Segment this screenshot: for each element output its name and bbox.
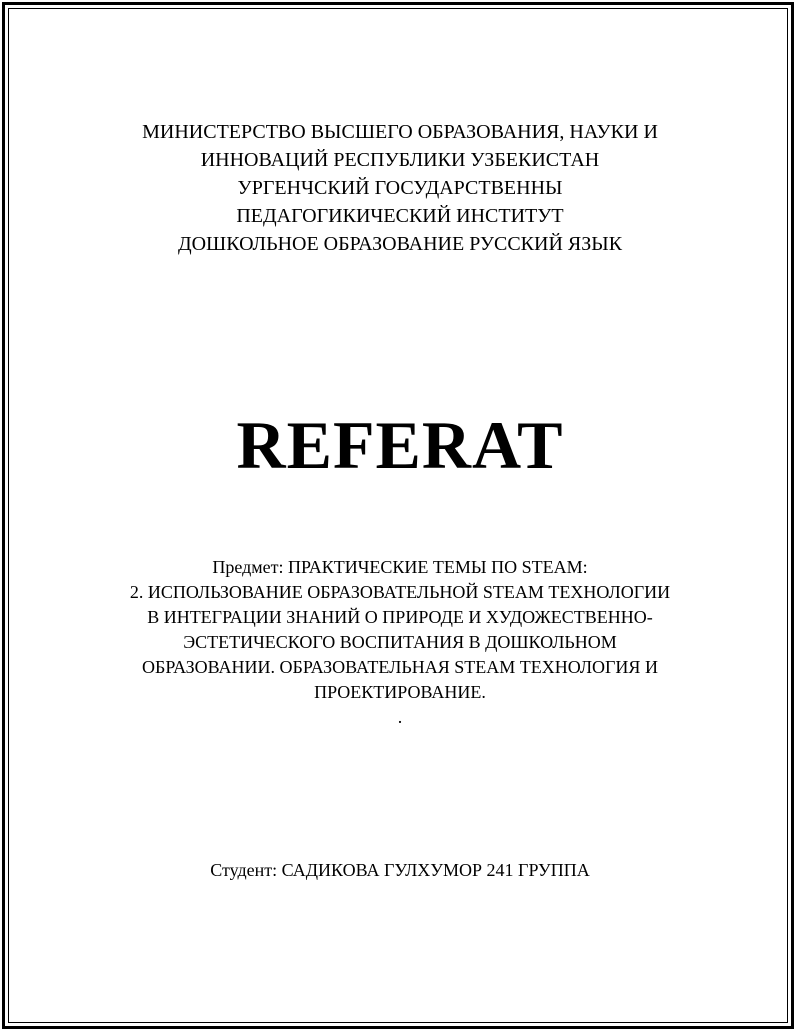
header-line: ПЕДАГОГИКИЧЕСКИЙ ИНСТИТУТ <box>236 205 564 227</box>
institution-header <box>0 118 800 258</box>
header-line: УРГЕНЧСКИЙ ГОСУДАРСТВЕННЫ <box>237 177 563 199</box>
subject-line: В ИНТЕГРАЦИИ ЗНАНИЙ О ПРИРОДЕ И ХУДОЖЕСТВЕННО- <box>147 607 653 627</box>
subject-block <box>0 555 800 730</box>
subject-line: Предмет: ПРАКТИЧЕСКИЕ ТЕМЫ ПО STEAM: <box>212 557 588 577</box>
header-line: ИННОВАЦИЙ РЕСПУБЛИКИ УЗБЕКИСТАН <box>200 149 600 171</box>
header-line: МИНИСТЕРСТВО ВЫСШЕГО ОБРАЗОВАНИЯ, НАУКИ И <box>142 121 658 143</box>
subject-line: ПРОЕКТИРОВАНИЕ. <box>314 682 486 702</box>
subject-line: ЭСТЕТИЧЕСКОГО ВОСПИТАНИЯ В ДОШКОЛЬНОМ <box>183 632 617 652</box>
student-name: Студент: САДИКОВА ГУЛХУМОР 241 ГРУППА <box>210 860 590 880</box>
subject-line: . <box>397 707 403 727</box>
subject-line: ОБРАЗОВАНИИ. ОБРАЗОВАТЕЛЬНАЯ STEAM ТЕХНОЛОГИЯ И <box>142 657 658 677</box>
subject-line: 2. ИСПОЛЬЗОВАНИЕ ОБРАЗОВАТЕЛЬНОЙ STEAM ТЕХНОЛОГИИ <box>129 582 671 602</box>
header-line: ДОШКОЛЬНОЕ ОБРАЗОВАНИЕ РУССКИЙ ЯЗЫК <box>177 233 623 255</box>
document-title: REFERAT <box>236 407 564 483</box>
